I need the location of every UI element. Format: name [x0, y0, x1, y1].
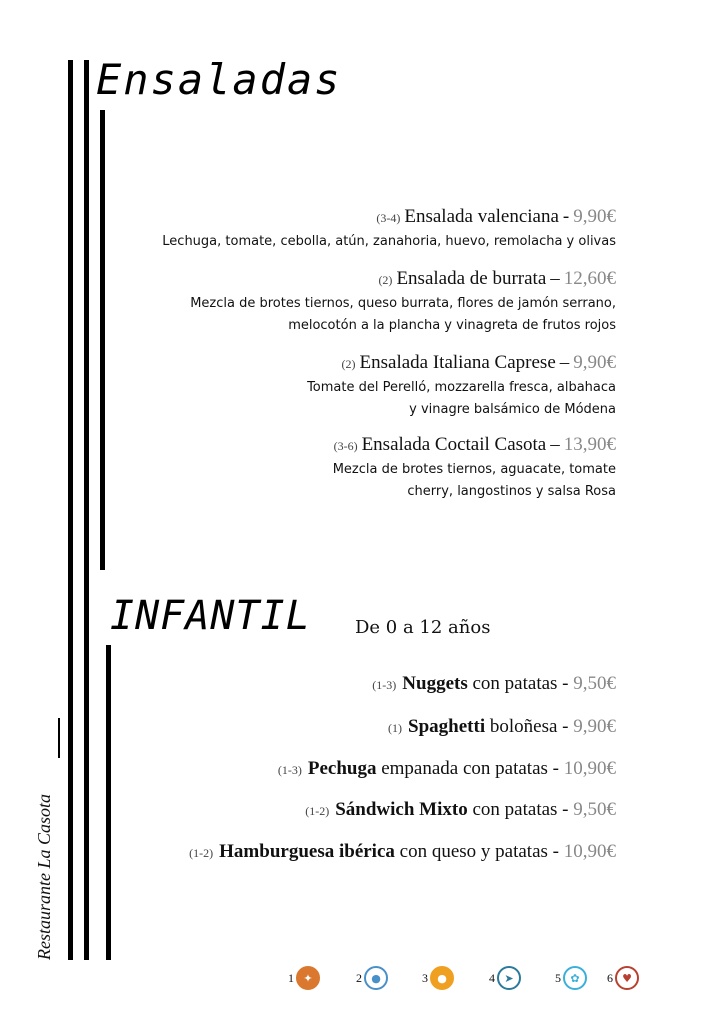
- shrimp-icon: ♥: [615, 966, 639, 990]
- dish-description: y vinagre balsámico de Módena: [409, 402, 616, 417]
- decor-line-infantil: [106, 645, 111, 960]
- dish-name: Spaghetti: [408, 716, 486, 737]
- sidebar-dash: [58, 718, 60, 758]
- legend-item-6: [607, 966, 639, 990]
- dish-name: Sándwich Mixto: [335, 799, 468, 820]
- separator: -: [562, 206, 570, 227]
- legend-item-2: [356, 966, 388, 990]
- dish-name: Ensalada de burrata: [396, 268, 547, 289]
- dish-detail: empanada con patatas: [381, 758, 548, 779]
- dish-price: 9,50€: [573, 673, 616, 694]
- separator: –: [550, 434, 560, 455]
- allergen-codes: (1-3): [372, 678, 397, 692]
- dish-description: Mezcla de brotes tiernos, aguacate, tomate: [332, 462, 616, 477]
- separator: -: [562, 799, 569, 820]
- section-subtitle-infantil: De 0 a 12 años: [355, 617, 491, 638]
- gluten-icon: ✦: [296, 966, 320, 990]
- section-title-ensaladas: Ensaladas: [96, 55, 342, 104]
- menu-item-hamburguesa: [189, 841, 616, 863]
- separator: -: [552, 758, 559, 779]
- menu-item-ensalada-burrata: [190, 266, 616, 337]
- allergen-codes: (1-2): [189, 846, 214, 860]
- menu-item-ensalada-caprese: [307, 350, 616, 421]
- dish-name: Nuggets: [402, 673, 468, 694]
- legend-number: 6: [607, 970, 613, 985]
- legend-item-4: [489, 966, 521, 990]
- dish-detail: con patatas: [472, 799, 558, 820]
- dish-detail: boloñesa: [489, 716, 558, 737]
- dish-detail: con queso y patatas: [399, 841, 548, 862]
- crustacean-icon: ●: [364, 966, 388, 990]
- dish-price: 12,60€: [563, 268, 616, 289]
- allergen-codes: (1-3): [277, 763, 302, 777]
- legend-number: 4: [489, 970, 495, 985]
- dish-name: Hamburguesa ibérica: [219, 841, 395, 862]
- decor-line-middle: [84, 60, 89, 960]
- separator: -: [552, 841, 559, 862]
- menu-item-nuggets: [372, 673, 616, 695]
- allergen-codes: (3-6): [333, 439, 358, 453]
- egg-icon: ●: [430, 966, 454, 990]
- separator: –: [550, 268, 560, 289]
- dish-description: melocotón a la plancha y vinagreta de frutos rojos: [288, 318, 616, 333]
- allergen-codes: (1-2): [305, 804, 330, 818]
- allergen-codes: (2): [341, 357, 356, 371]
- legend-number: 5: [555, 970, 561, 985]
- legend-item-5: [555, 966, 587, 990]
- mollusc-icon: ✿: [563, 966, 587, 990]
- fish-icon: ➤: [497, 966, 521, 990]
- dish-price: 9,90€: [573, 206, 616, 227]
- dish-description: Mezcla de brotes tiernos, queso burrata, flores de jamón serrano,: [190, 296, 616, 311]
- dish-description: Tomate del Perelló, mozzarella fresca, albahaca: [307, 380, 616, 395]
- allergen-codes: (2): [378, 273, 393, 287]
- menu-item-ensalada-valenciana: [162, 204, 616, 253]
- dish-price: 10,90€: [563, 758, 616, 779]
- dish-description: cherry, langostinos y salsa Rosa: [407, 484, 616, 499]
- legend-number: 2: [356, 970, 362, 985]
- separator: -: [562, 716, 569, 737]
- menu-item-sandwich: [305, 799, 616, 821]
- dish-price: 10,90€: [563, 841, 616, 862]
- decor-line-left: [68, 60, 73, 960]
- allergen-codes: (1): [388, 721, 403, 735]
- legend-number: 1: [288, 970, 294, 985]
- section-title-infantil: INFANTIL: [110, 593, 311, 639]
- dish-name: Ensalada valenciana: [404, 206, 559, 227]
- dish-name: Pechuga: [307, 758, 377, 779]
- dish-price: 9,90€: [573, 716, 616, 737]
- legend-number: 3: [422, 970, 428, 985]
- dish-name: Ensalada Coctail Casota: [361, 434, 547, 455]
- dish-price: 13,90€: [563, 434, 616, 455]
- dish-price: 9,50€: [573, 799, 616, 820]
- decor-line-right: [100, 110, 105, 570]
- menu-item-ensalada-coctail: [333, 432, 616, 503]
- dish-name: Ensalada Italiana Caprese: [359, 352, 556, 373]
- dish-price: 9,90€: [573, 352, 616, 373]
- menu-item-spaghetti: [388, 716, 616, 738]
- legend-item-1: [288, 966, 320, 990]
- dish-description: Lechuga, tomate, cebolla, atún, zanahoria, huevo, remolacha y olivas: [162, 234, 616, 249]
- menu-item-pechuga: [278, 758, 616, 780]
- separator: –: [559, 352, 570, 373]
- separator: -: [562, 673, 569, 694]
- sidebar-restaurant-name: Restaurante La Casota: [34, 793, 54, 960]
- dish-detail: con patatas: [472, 673, 558, 694]
- legend-item-3: [422, 966, 454, 990]
- allergen-codes: (3-4): [376, 211, 401, 225]
